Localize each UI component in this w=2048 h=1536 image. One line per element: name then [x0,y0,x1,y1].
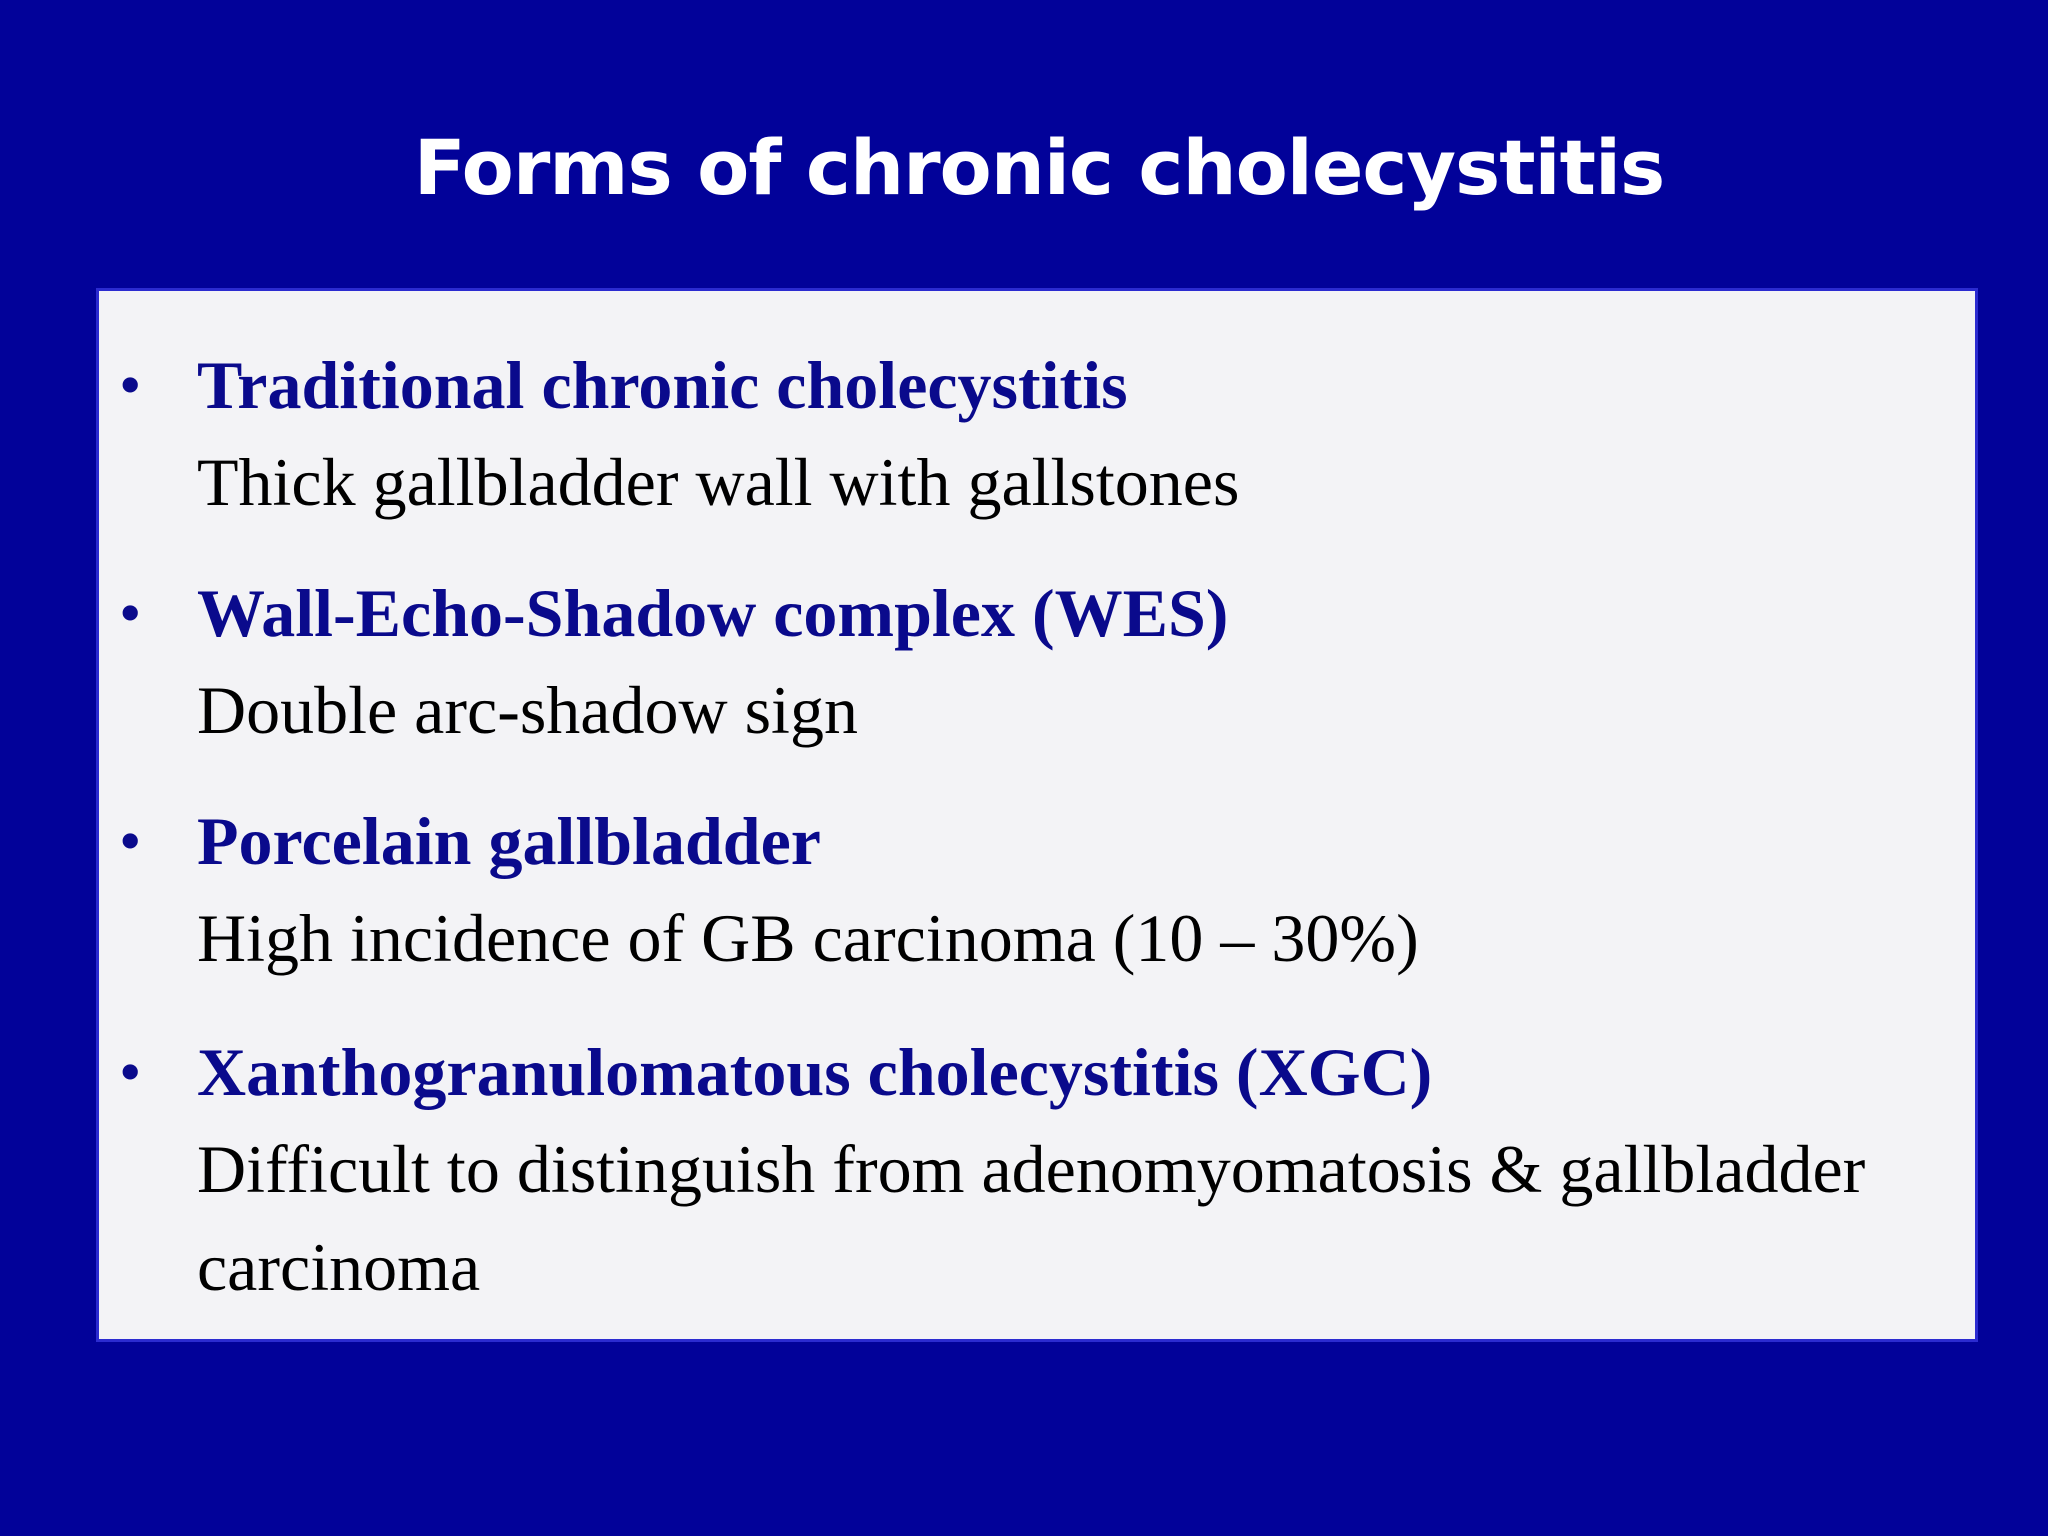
item-description: Difficult to distinguish from adenomyomatosis & gallbladder carcinoma [197,1131,1866,1305]
item-heading: Porcelain gallbladder [197,803,821,879]
item-description: High incidence of GB carcinoma (10 – 30%) [197,900,1419,976]
bullet-marker: • [119,1036,142,1107]
content-panel [96,288,1978,1342]
item-description: Thick gallbladder wall with gallstones [197,444,1240,520]
item-heading: Wall-Echo-Shadow complex (WES) [197,575,1229,651]
bullet-marker: • [119,349,142,420]
slide-title: Forms of chronic cholecystitis [413,123,1665,212]
bullet-marker: • [119,805,142,876]
item-description: Double arc-shadow sign [197,672,858,748]
item-heading: Xanthogranulomatous cholecystitis (XGC) [197,1034,1433,1110]
bullet-marker: • [119,577,142,648]
item-heading: Traditional chronic cholecystitis [197,347,1128,423]
